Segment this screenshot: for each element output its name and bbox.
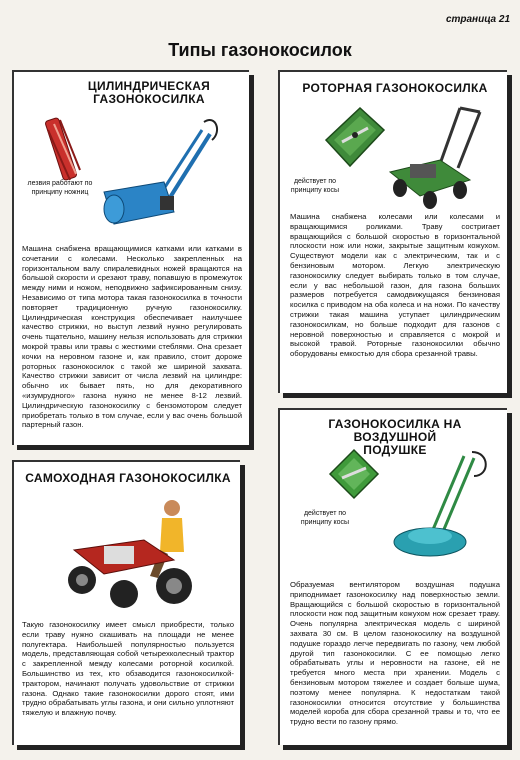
cylinder-description: Машина снабжена вращающимися катками или катками в сочетании с колесами. Несколько закрепленных на горизонтальном валу спиралевидных ножей вращаются на большой скорости и срезают траву, попавшую в промежуток между ними и ножом, неподвижно зафиксированным снизу. Независимо от типа мотора такая газонокосилка в точности повторяет традиционную ручную газонокосилку. Цилиндрическая конструкция обеспечивает наилучшее качество стрижки, но выступ лезвий нужно регулировать очень тщательно, машину нельзя использовать для стрижки мокрой травы или травы с жесткими стеблями. Она срезает кочки на неровном газоне и, как правило, стоит дороже роторных газонокосилок с такой же шириной захвата. Качество стрижки зависит от числа лезвий на цилиндре: обычно их бывает пять, но для декоративного «изумрудного» газона нужно не менее 8-12 лезвий. Цилиндрическую газонокосилку с бензомотором следует приобретать только в том случае, если у вас очень большой партерный газон.: [22, 244, 242, 430]
title-line-2: ГАЗОНОКОСИЛКА: [93, 92, 205, 106]
page-number: страница 21: [445, 14, 510, 25]
cylinder-mower-illustration: [94, 112, 234, 232]
rotary-mower-illustration: [380, 102, 500, 212]
card-self-propelled-mower: [12, 460, 240, 745]
title-line-1: ГАЗОНОКОСИЛКА НА ВОЗДУШНОЙ: [328, 417, 462, 444]
card-cylinder-mower: [12, 70, 249, 445]
self-propelled-description: Такую газонокосилку имеет смысл приобрести, только если траву нужно скашивать на площади не менее полугектара. Наибольшей популярностью пользуется модель, представляющая собой четырехколесный трактор с закрепленной между колесами роторной косилкой. Большинство из тех, кто обзаводится газонокосилкой-трактором, начинают получать удовольствие от стрижки газона. Однако такие газонокосилки дорого стоят, ими трудно обрабатывать углы газона, и они сильно уплотняют тяжелую и влажную почву.: [22, 620, 234, 718]
hover-caption: действует по принципу косы: [300, 510, 350, 526]
card-title: РОТОРНАЯ ГАЗОНОКОСИЛКА: [302, 81, 488, 95]
tractor-mower-illustration: [54, 490, 214, 620]
hover-mower-illustration: [380, 446, 500, 566]
title-line-2: ПОДУШКЕ: [363, 443, 427, 457]
cylinder-caption: лезвия работают по принципу ножниц: [27, 180, 93, 196]
card-title: [54, 80, 244, 106]
rotary-description: Машина снабжена колесами или колесами и вращающимися роликами. Траву состригает вращающийся с большой скоростью в горизонтальной плоскости нож или ножи, закрытые защитным кожухом. Существуют модели как с электрическим, так и с бензиновым мотором. Легкую электрическую газонокосилку следует выбирать только в том случае, если у вас небольшой газон, для газона больших размеров потребуется самодвижущаяся бензиновая косилка с приводом на оба колеса и на ножи. По качеству стрижки такая машина уступает цилиндрическим газонокосилкам, но больше подходит для газонов с неровной поверхностью и справляется с мокрой и высокой травой. Роторные газонокосилки обычно оборудованы емкостью для сбора срезанной травы.: [290, 212, 500, 359]
card-title: САМОХОДНАЯ ГАЗОНОКОСИЛКА: [25, 471, 231, 485]
rotary-caption: действует по принципу косы: [290, 178, 340, 194]
page-title: Типы газонокосилок: [168, 40, 352, 60]
card-hover-mower: [278, 408, 507, 745]
title-line-1: ЦИЛИНДРИЧЕСКАЯ: [87, 79, 211, 93]
hover-description: Образуемая вентилятором воздушная подушка приподнимает газонокосилку над поверхностью земли. Вращающийся с большой скоростью в горизонтальной плоскости нож под защитным кожухом нож срезает траву. Очень популярна электрическая модель с шириной захвата 30 см. В целом газонокосилку на воздушной подушке гораздо легче передвигать по газону, чем любой другой тип газонокосилки. С ее помощью легко обрабатывать углы и неровности на газоне, ей не требуется много места при хранении. Модель с бензиновым мотором тяжелее и создает больше шума, поэтому менее популярна. К недостаткам такой газонокосилки относится отсутствие у большинства моделей короба для сбора срезанной травы и то, что ее трудно вести по газону прямо.: [290, 580, 500, 727]
hover-blade-illustration: [324, 444, 384, 504]
card-rotary-mower: [278, 70, 507, 393]
